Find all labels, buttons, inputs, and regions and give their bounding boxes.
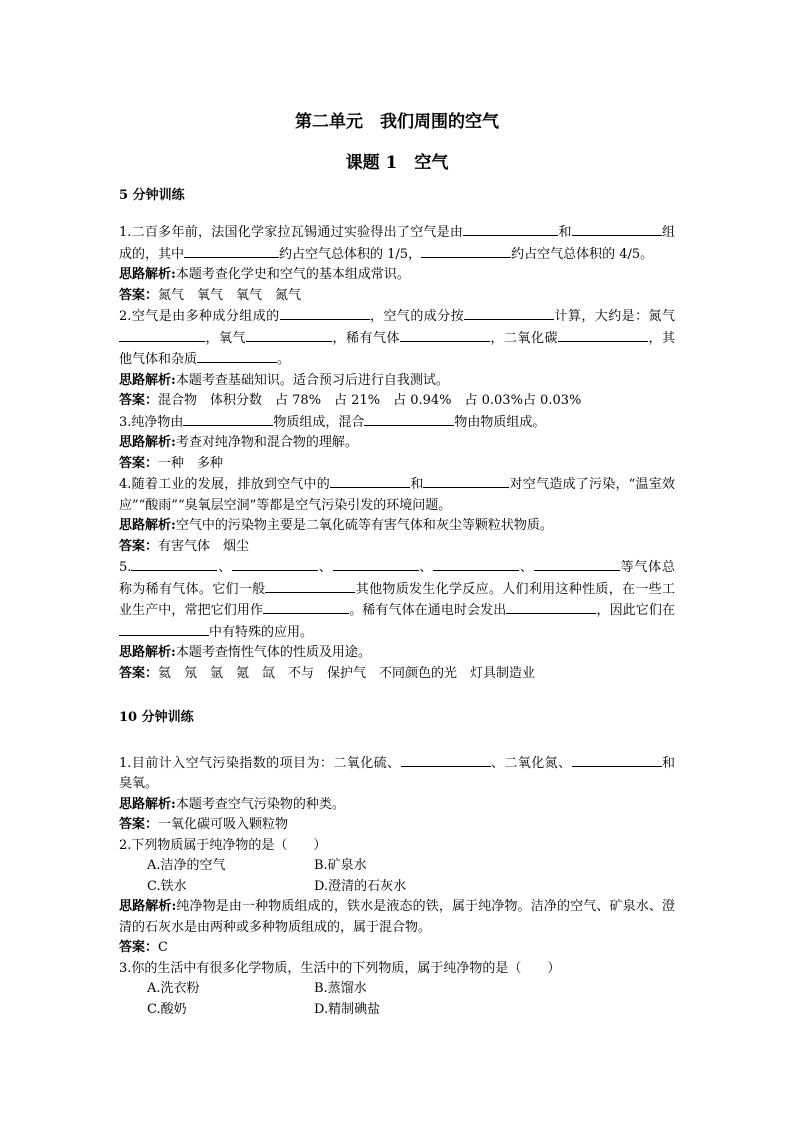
blank[interactable] [197,349,277,363]
options-row [119,877,675,898]
blank[interactable] [423,474,509,488]
question-2: 2.空气是由多种成分组成的 ，空气的成分按 计算，大约是：氮气，氧气 ，稀有气体 ，二氧化碳 ，其他气体和杂质 。 [119,306,675,371]
option-d[interactable]: D.精制碘盐 [314,1001,381,1017]
blank[interactable] [463,222,558,236]
blank[interactable] [558,328,648,342]
lesson-title: 课题 1 空气 [345,153,449,173]
blank[interactable] [119,328,205,342]
analysis-4: 思路解析:空气中的污染物主要是二氧化硫等有害气体和灰尘等颗粒状物质。 [119,518,553,533]
spacer [119,729,675,753]
blank[interactable] [572,222,662,236]
question-2-1: 1.目前计入空气污染指数的项目为：二氧化硫、 、二氧化氮、 和臭氧。 [119,753,675,795]
option-a[interactable]: A.洁净的空气 [147,858,226,873]
option-c[interactable]: C.酸奶 [147,1001,187,1017]
blank[interactable] [333,557,419,571]
blank[interactable] [421,244,511,258]
option-b[interactable]: B.蒸馏水 [314,981,367,996]
blank[interactable] [280,306,370,320]
blank[interactable] [183,412,273,426]
question-2-2: 2.下列物质属于纯净物的是（ ） [119,837,327,853]
analysis-1: 思路解析:本题考查化学史和空气的基本组成常识。 [119,267,410,282]
analysis-2-1: 思路解析:本题考查空气污染物的种类。 [119,796,345,812]
blank[interactable] [401,753,491,767]
blank[interactable] [506,600,596,614]
options-row [119,1000,675,1021]
blank[interactable] [263,600,349,614]
blank[interactable] [119,622,209,636]
blank[interactable] [184,244,279,258]
option-c[interactable]: C.铁水 [147,878,187,894]
blank[interactable] [400,328,490,342]
blank[interactable] [364,412,454,426]
section-heading-10min: 10 分钟训练 [119,710,194,725]
blank[interactable] [572,753,662,767]
blank[interactable] [232,557,318,571]
analysis-3: 思路解析:考查对纯净物和混合物的理解。 [119,435,358,450]
question-5: 5. 、 、 、 、 等气体总称为稀有气体。它们一般 其他物质发生化学反应。人们利用这种性质，在一些工业生产中，常把它们用作 。稀有气体在通电时会发出 ，因此它们在中有特殊的应用。 [119,557,675,643]
question-4: 4.随着工业的发展，排放到空气中的 和 对空气造成了污染，“温室效应”“酸雨”“臭氧层空洞”等都是空气污染引发的环境问题。 [119,474,675,516]
blank[interactable] [265,579,355,593]
answer-2-2: 答案：C [119,940,168,955]
question-3: 3.纯净物由 物质组成，混合 物由物质组成。 [119,412,675,434]
answer-4: 答案：有害气体 烟尘 [119,538,250,554]
blank[interactable] [534,557,620,571]
answer-2-1: 答案：一氧化碳可吸入颗粒物 [119,817,289,832]
blank[interactable] [131,557,217,571]
spacer [119,684,675,708]
blank[interactable] [246,328,332,342]
options-row [119,979,675,1000]
answer-2: 答案：混合物 体积分数 占 78% 占 21% 占 0.94% 占 0.03%占 0.03% [119,393,582,408]
option-d[interactable]: D.澄清的石灰水 [314,878,407,894]
question-1: 1.二百多年前，法国化学家拉瓦锡通过实验得出了空气是由 和 组成的，其中 约占空气总体积的 1/5， 约占空气总体积的 4/5。 [119,222,675,265]
blank[interactable] [433,557,519,571]
exercise-content [119,222,675,1020]
analysis-2: 思路解析:本题考查基础知识。适合预习后进行自我测试。 [119,372,449,388]
analysis-5: 思路解析:本题考查惰性气体的性质及用途。 [119,645,371,660]
answer-5: 答案：氦 氖 氩 氪 氙 不与 保护气 不同颜色的光 灯具制造业 [119,665,536,681]
option-b[interactable]: B.矿泉水 [314,858,367,873]
question-2-3: 3.你的生活中有很多化学物质，生活中的下列物质，属于纯净物的是（ ） [119,960,561,976]
unit-title: 第二单元 我们周围的空气 [295,112,499,132]
section-heading-5min: 5 分钟训练 [119,188,185,203]
answer-1: 答案：氮气 氧气 氧气 氮气 [119,287,302,303]
option-a[interactable]: A.洗衣粉 [147,981,200,996]
blank[interactable] [330,474,410,488]
options-row [119,856,675,877]
analysis-2-2: 思路解析:纯净物是由一种物质组成的，铁水是液态的铁，属于纯净物。洁净的空气、矿泉水、澄清的石灰水是由两种或多种物质组成的，属于混合物。 [119,899,675,935]
blank[interactable] [464,306,554,320]
answer-3: 答案：一种 多种 [119,455,224,471]
